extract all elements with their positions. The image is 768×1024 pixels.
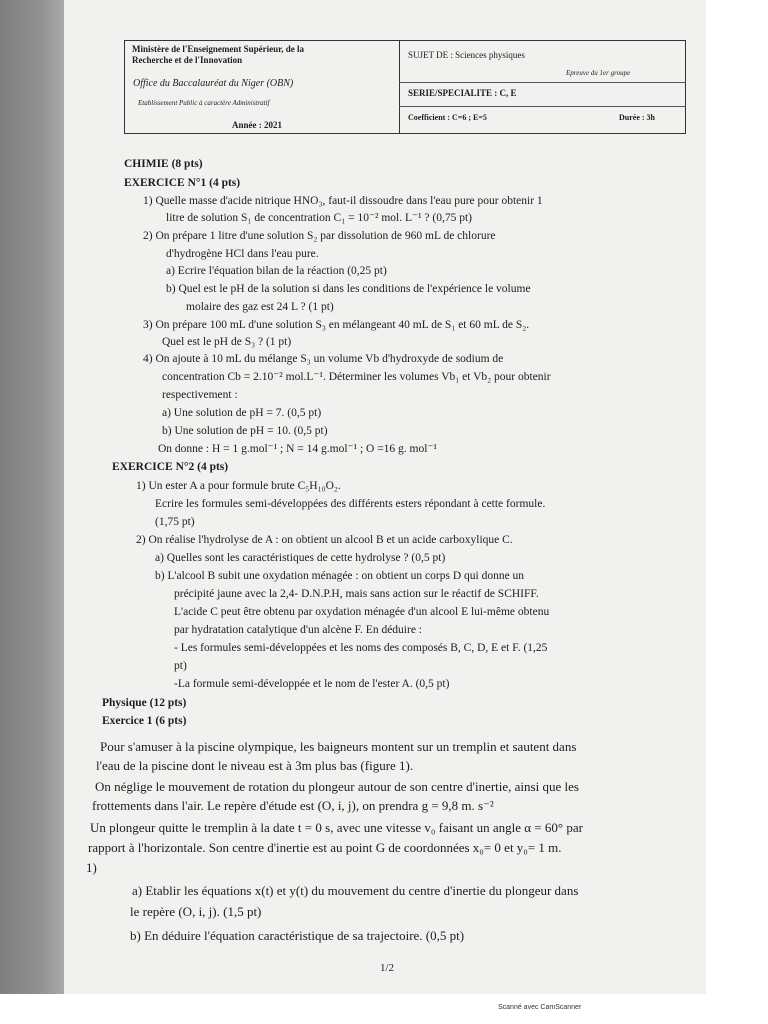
text-line: frottements dans l'air. Le repère d'étude est (O, i, j), on prendra g = 9,8 m. s⁻² bbox=[92, 798, 494, 813]
text-line: rapport à l'horizontale. Son centre d'inertie est au point G de coordonnées x₀= 0 et y₀= 1 m. bbox=[88, 840, 562, 855]
ministry-line2: Recherche et de l'Innovation bbox=[132, 55, 243, 65]
text-line: 1) Quelle masse d'acide nitrique HNO₃, faut-il dissoudre dans l'eau pure pour obtenir 1 bbox=[143, 195, 543, 207]
text-line: pt) bbox=[174, 660, 187, 672]
header-rule bbox=[399, 106, 686, 107]
text-line: (1,75 pt) bbox=[155, 516, 195, 528]
text-line: -La formule semi-développée et le nom de l'ester A. (0,5 pt) bbox=[174, 678, 450, 690]
text-line: par hydratation catalytique d'un alcène F. En déduire : bbox=[174, 624, 422, 636]
exam-year: Année : 2021 bbox=[232, 120, 282, 130]
text-line: b) L'alcool B subit une oxydation ménagée : on obtient un corps D qui donne un bbox=[155, 570, 525, 582]
text-line: a) Etablir les équations x(t) et y(t) du mouvement du centre d'inertie du plongeur dans bbox=[132, 883, 579, 898]
establishment-type: Etablissement Public à caractère Administratif bbox=[138, 99, 270, 107]
text-line: 1) Un ester A a pour formule brute C₅H₁₀O₂. bbox=[136, 480, 341, 492]
text-line: Pour s'amuser à la piscine olympique, les baigneurs montent sur un tremplin et sautent dans bbox=[100, 739, 577, 754]
text-line: précipité jaune avec la 2,4- D.N.P.H, mais sans action sur le réactif de SCHIFF. bbox=[174, 588, 539, 600]
text-line: b) Quel est le pH de la solution si dans les conditions de l'expérience le volume bbox=[166, 283, 531, 295]
text-line: On donne : H = 1 g.mol⁻¹ ; N = 14 g.mol⁻¹ ; O =16 g. mol⁻¹ bbox=[158, 443, 437, 455]
text-line: molaire des gaz est 24 L ? (1 pt) bbox=[186, 301, 334, 313]
text-line: 4) On ajoute à 10 mL du mélange S₃ un volume Vb d'hydroxyde de sodium de bbox=[143, 353, 504, 365]
scanner-watermark: Scanné avec CamScanner bbox=[498, 1004, 582, 1011]
text-line: - Les formules semi-développées et les noms des composés B, C, D, E et F. (1,25 bbox=[174, 642, 548, 654]
scan-background-left bbox=[0, 0, 64, 994]
text-line: Un plongeur quitte le tremplin à la date t = 0 s, avec une vitesse v₀ faisant un angle α = 60° par bbox=[90, 820, 583, 835]
text-line: Ecrire les formules semi-développées des différents esters répondant à cette formule. bbox=[155, 498, 546, 510]
text-line: b) Une solution de pH = 10. (0,5 pt) bbox=[162, 425, 328, 437]
text-line: Quel est le pH de S₃ ? (1 pt) bbox=[162, 336, 292, 348]
text-line: EXERCICE N°1 (4 pts) bbox=[124, 177, 241, 189]
text-line: L'acide C peut être obtenu par oxydation ménagée d'un alcool E lui-même obtenu bbox=[174, 606, 550, 618]
text-line: 3) On prépare 100 mL d'une solution S₃ en mélangeant 40 mL de S₁ et 60 mL de S₂. bbox=[143, 319, 530, 331]
office-name: Office du Baccalauréat du Niger (OBN) bbox=[133, 78, 294, 89]
ministry-line1: Ministère de l'Enseignement Supérieur, de la bbox=[132, 44, 304, 54]
text-line: 2) On prépare 1 litre d'une solution S₂ par dissolution de 960 mL de chlorure bbox=[143, 230, 496, 242]
exam-coefficient: Coefficient : C=6 ; E=5 bbox=[408, 113, 487, 122]
exam-group: Epreuve du 1er groupe bbox=[566, 69, 631, 77]
text-line: litre de solution S₁ de concentration C₁ = 10⁻² mol. L⁻¹ ? (0,75 pt) bbox=[166, 212, 472, 224]
text-line: 2) On réalise l'hydrolyse de A : on obtient un alcool B et un acide carboxylique C. bbox=[136, 534, 513, 546]
text-line: respectivement : bbox=[162, 389, 238, 401]
header-divider bbox=[399, 40, 400, 134]
text-line: 1) bbox=[86, 860, 97, 875]
text-line: CHIMIE (8 pts) bbox=[124, 158, 203, 170]
header-rule bbox=[399, 82, 686, 83]
text-line: Exercice 1 (6 pts) bbox=[102, 715, 187, 727]
text-line: a) Ecrire l'équation bilan de la réaction (0,25 pt) bbox=[166, 265, 387, 277]
page-number: 1/2 bbox=[380, 962, 395, 974]
text-line: Physique (12 pts) bbox=[102, 697, 187, 709]
text-line: EXERCICE N°2 (4 pts) bbox=[112, 461, 229, 473]
text-line: a) Quelles sont les caractéristiques de cette hydrolyse ? (0,5 pt) bbox=[155, 552, 446, 564]
exam-series: SERIE/SPECIALITE : C, E bbox=[408, 88, 517, 98]
text-line: b) En déduire l'équation caractéristique de sa trajectoire. (0,5 pt) bbox=[130, 928, 465, 943]
exam-subject: SUJET DE : Sciences physiques bbox=[408, 50, 525, 60]
text-line: a) Une solution de pH = 7. (0,5 pt) bbox=[162, 407, 322, 419]
scan-background-right bbox=[706, 0, 768, 994]
text-line: le repère (O, i, j). (1,5 pt) bbox=[130, 904, 262, 919]
text-line: concentration Cb = 2.10⁻² mol.L⁻¹. Déterminer les volumes Vb₁ et Vb₂ pour obtenir bbox=[162, 371, 551, 383]
text-line: l'eau de la piscine dont le niveau est à 3m plus bas (figure 1). bbox=[96, 758, 414, 773]
text-line: On néglige le mouvement de rotation du plongeur autour de son centre d'inertie, ainsi que les bbox=[95, 779, 579, 794]
exam-duration: Durée : 3h bbox=[619, 113, 655, 122]
text-line: d'hydrogène HCl dans l'eau pure. bbox=[166, 248, 319, 260]
